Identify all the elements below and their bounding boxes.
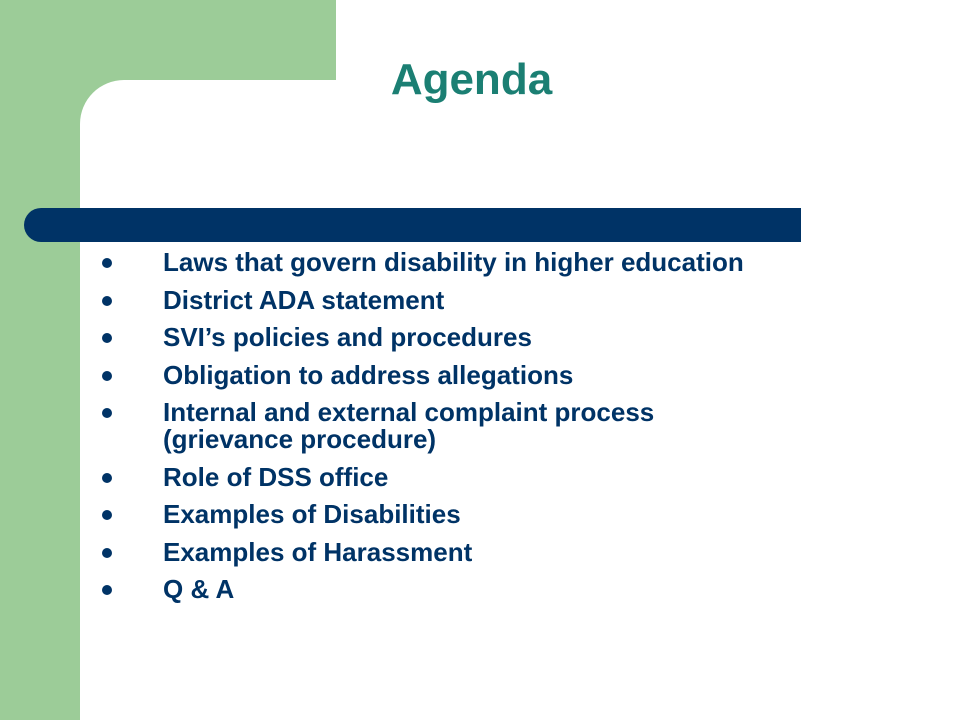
list-item-text: Obligation to address allegations: [163, 359, 574, 390]
list-item: [0, 399, 960, 453]
slide-title: Agenda: [390, 55, 553, 104]
list-item-text: Laws that govern disability in higher education: [163, 247, 744, 277]
list-item-text-continued: (grievance procedure): [163, 424, 437, 454]
bullet-icon: [102, 333, 112, 343]
list-item-text: Examples of Harassment: [163, 536, 473, 567]
bullet-icon: [102, 296, 112, 306]
bullet-icon: [102, 408, 112, 418]
list-item: [0, 284, 960, 315]
list-item: [0, 324, 960, 351]
list-item: [0, 536, 960, 567]
title-divider-bar: [24, 208, 801, 242]
bullet-icon: [102, 585, 112, 595]
bullet-icon: [102, 473, 112, 483]
list-item: [0, 359, 960, 390]
list-item: [0, 576, 960, 603]
list-item-text: Q & A: [163, 574, 235, 604]
list-item: [0, 461, 960, 492]
list-item-text: Role of DSS office: [163, 461, 389, 492]
bullet-icon: [102, 548, 112, 558]
list-item-text: District ADA statement: [163, 284, 445, 315]
bullet-icon: [102, 258, 112, 268]
bullet-icon: [102, 371, 112, 381]
bullet-icon: [102, 510, 112, 520]
list-item: [0, 501, 960, 528]
agenda-list: [0, 249, 960, 614]
list-item-text: Internal and external complaint process: [163, 397, 655, 427]
list-item-text: Examples of Disabilities: [163, 499, 461, 529]
list-item: [0, 249, 960, 276]
list-item-text: SVI’s policies and procedures: [163, 322, 532, 352]
